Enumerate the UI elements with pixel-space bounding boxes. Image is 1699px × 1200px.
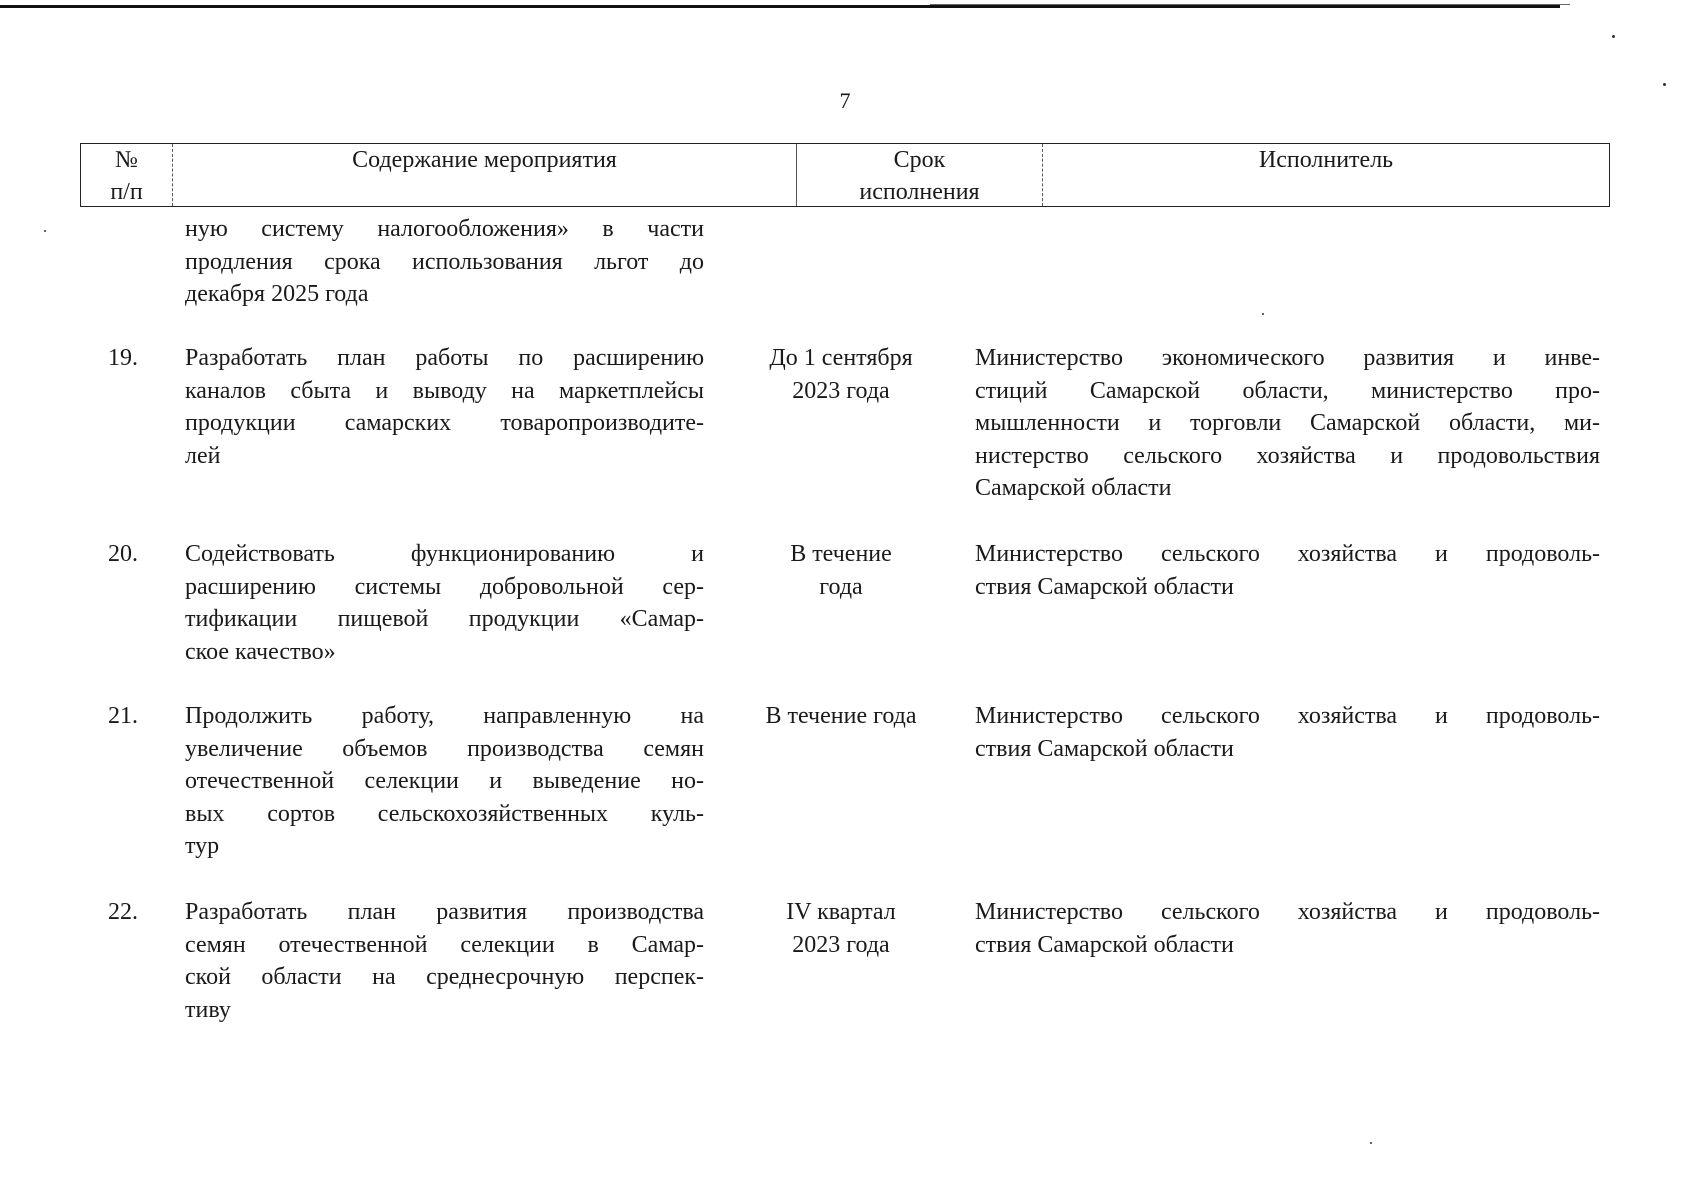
row-content-line: тификации пищевой продукции «Самар- <box>185 606 704 632</box>
row-term-line: До 1 сентября <box>769 345 913 371</box>
header-term-line1: Срок <box>893 147 946 173</box>
row-term-line: года <box>819 573 863 600</box>
row-term-line: 2023 года <box>792 931 890 958</box>
row-content-line: ную систему налогообложения» в части <box>185 216 704 242</box>
row-executor-line: Министерство сельского хозяйства и продоволь- <box>975 899 1600 925</box>
row-content-line: Разработать план работы по расширению <box>185 345 704 371</box>
scan-speck <box>1663 83 1666 86</box>
scan-edge-rule-thin <box>930 4 1570 5</box>
header-number-column <box>81 144 173 206</box>
row-content-line: Разработать план развития производства <box>185 899 704 925</box>
row-term <box>736 896 946 961</box>
row-content-line: каналов сбыта и выводу на маркетплейсы <box>185 377 704 404</box>
page-number: 7 <box>839 88 851 113</box>
row-content-line: продукции самарских товаропроизводите- <box>185 410 704 436</box>
row-executor-line: стиций Самарской области, министерство про- <box>975 377 1600 404</box>
row-term-line: IV квартал <box>786 899 896 925</box>
row-number: 21. <box>108 703 138 729</box>
row-number: 19. <box>108 345 138 371</box>
row-executor-line: ствия Самарской области <box>975 735 1234 762</box>
row-number: 22. <box>108 899 138 925</box>
row-content-line: тур <box>185 833 220 859</box>
row-content-line: отечественной селекции и выведение но- <box>185 768 704 794</box>
scan-edge-rule <box>0 5 1560 8</box>
scan-speck <box>1262 313 1264 315</box>
row-executor <box>975 538 1600 603</box>
row-term-line: В течение <box>790 541 892 567</box>
row-term <box>736 700 946 733</box>
row-content-line: Содействовать функционированию и <box>185 541 704 567</box>
row-content-line: семян отечественной селекции в Самар- <box>185 931 704 958</box>
row-executor-line: Самарской области <box>975 475 1172 501</box>
header-number-abbrev: п/п <box>110 179 143 205</box>
row-number: 20. <box>108 541 138 567</box>
row-executor-line: Министерство сельского хозяйства и продоволь- <box>975 541 1600 567</box>
row-term-line: В течение года <box>765 703 917 729</box>
row-content <box>185 538 704 668</box>
scan-speck <box>1612 35 1615 38</box>
table-header <box>80 143 1610 207</box>
row-content <box>185 700 704 863</box>
row-content-line: расширению системы добровольной сер- <box>185 573 704 600</box>
row-term <box>736 538 946 603</box>
row-content-line: продления срока использования льгот до <box>185 248 704 275</box>
row-term-line: 2023 года <box>792 377 890 404</box>
row-content-line: увеличение объемов производства семян <box>185 735 704 762</box>
row-content <box>185 213 704 311</box>
row-term <box>736 342 946 407</box>
row-executor <box>975 342 1600 505</box>
row-executor-line: нистерство сельского хозяйства и продовольствия <box>975 442 1600 469</box>
row-content-line: Продолжить работу, направленную на <box>185 703 704 729</box>
row-executor-line: Министерство экономического развития и инве- <box>975 345 1600 371</box>
scan-speck <box>1370 1142 1372 1144</box>
row-executor-line: мышленности и торговли Самарской области, ми- <box>975 410 1600 436</box>
row-content <box>185 896 704 1026</box>
header-executor-column: Исполнитель <box>1258 147 1394 173</box>
row-content <box>185 342 704 472</box>
scan-speck <box>44 230 46 232</box>
row-content-line: тиву <box>185 996 231 1023</box>
row-content-line: ское качество» <box>185 638 336 665</box>
row-content-line: вых сортов сельскохозяйственных куль- <box>185 800 704 827</box>
row-content-line: лей <box>185 442 221 469</box>
header-content-column: Содержание мероприятия <box>173 144 797 206</box>
row-executor-line: ствия Самарской области <box>975 931 1234 958</box>
row-content-line: ской области на среднесрочную перспек- <box>185 964 704 990</box>
row-content-line: декабря 2025 года <box>185 281 369 307</box>
header-term-column <box>797 144 1043 206</box>
row-executor <box>975 700 1600 765</box>
row-executor <box>975 896 1600 961</box>
header-number-symbol: № <box>115 147 138 173</box>
row-executor-line: ствия Самарской области <box>975 573 1234 600</box>
header-term-line2: исполнения <box>859 179 980 205</box>
row-executor-line: Министерство сельского хозяйства и продоволь- <box>975 703 1600 729</box>
